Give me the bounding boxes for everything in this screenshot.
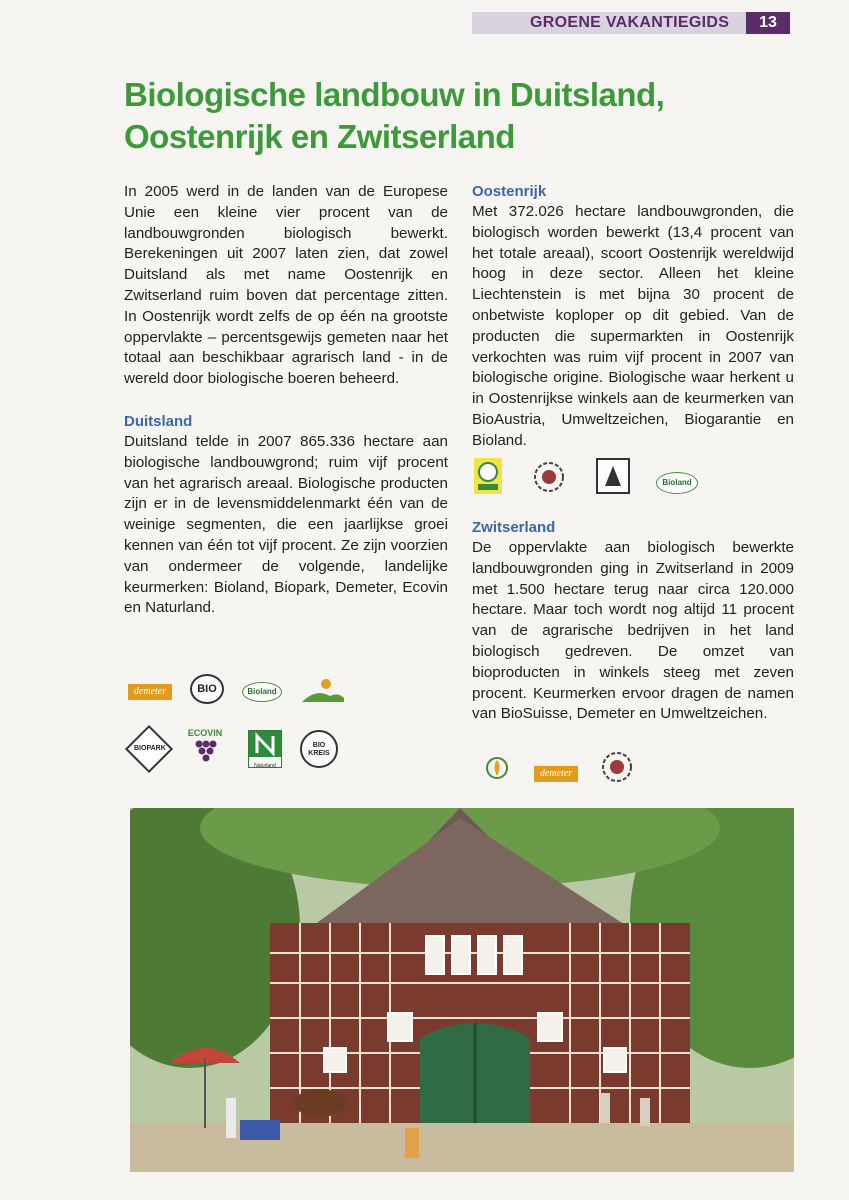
- bioland-logo-at: Bioland: [656, 472, 698, 494]
- bioland-logo: Bioland: [242, 682, 282, 702]
- bio-eu-logo: BIO: [190, 674, 224, 704]
- zwitserland-paragraph: De oppervlakte aan biologisch bewerkte landbouwgronden ging in Zwitserland in 2009 met 1.500 hectare terug naar circa 120.000 hectare. Maar toch wordt nog altijd 11 procent van de agrarische bedrijven in het land biologisch gedreven. De omzet van bioproducten in winkels steeg met zeven procent. Keurmerken ervoor dragen de namen van BioSuisse, Demeter en Umweltzeichen.: [472, 539, 794, 723]
- farmhouse-illustration: [130, 808, 794, 1172]
- umweltzeichen-icon-ch: [600, 750, 634, 784]
- biokreis-logo: BIO KREIS: [300, 730, 338, 768]
- duitsland-paragraph: Duitsland telde in 2007 865.336 hectare aan biologische landbouwgrond; ruim vijf procent van het agrarisch areaal. Biologische producten zijn er in de levensmiddelenmarkt één van de weinige segmenten, die een jaarlijkse groei kennen van één tot vijf procent. Ze zijn voorzien van ondermeer de volgende, landelijke keurmerken: Bioland, Biopark, Demeter, Ecovin en Naturland.: [124, 432, 448, 617]
- right-column-top: [472, 182, 794, 452]
- heading-oostenrijk: Oostenrijk: [472, 183, 547, 200]
- oostenrijk-logos: [472, 456, 794, 498]
- article-title: Biologische landbouw in Duitsland, Oostenrijk en Zwitserland: [124, 76, 665, 155]
- running-header: [472, 12, 790, 34]
- naturland-n-icon: [249, 731, 281, 757]
- biogarantie-icon: [596, 458, 630, 494]
- left-column: [124, 182, 448, 619]
- hill-landscape-icon: [300, 676, 346, 704]
- oostenrijk-paragraph: Met 372.026 hectare landbouwgronden, die biologisch worden bewerkt (13,4 procent van het totale areaal), scoort Oostenrijk wereldwijd hoog in deze sector. Alleen het kleine Liechtenstein is met bijna 30 procent de onbetwiste koploper op dit gebied. Van de producten die supermarkten in Oostenrijk verkochten was ruim vijf procent in 2007 van biologische origine. Biologische waar herkent u in Oostenrijkse winkels aan de keurmerken van BioAustria, Umweltzeichen, Biogarantie en Bioland.: [472, 203, 794, 449]
- heading-duitsland: Duitsland: [124, 412, 193, 430]
- demeter-logo: demeter: [128, 684, 172, 700]
- grapes-icon: [182, 738, 228, 764]
- right-column-bottom: [472, 518, 794, 725]
- zwitserland-logos: [472, 748, 794, 788]
- umweltzeichen-icon: [532, 460, 566, 494]
- bio-suisse-icon: [482, 750, 512, 784]
- bio-austria-icon: [474, 458, 502, 494]
- biopark-logo: BIOPARK: [125, 725, 173, 773]
- heading-zwitserland: Zwitserland: [472, 519, 556, 536]
- farmhouse-photo: [130, 808, 794, 1172]
- ecovin-logo: ECOVIN: [182, 728, 228, 768]
- demeter-logo-ch: demeter: [534, 766, 578, 782]
- intro-paragraph: In 2005 werd in de landen van de Europese Unie een kleine vier procent van de landbouwgronden biologisch bewerkt. Berekeningen uit 2007 laten zien, dat zowel Duitsland als met name Oostenrijk en Zwitserland ruim boven dat percentage zitten. In Oostenrijk wordt zelfs de op één na grootste oppervlakte – percentsgewijs gemeten naar het totaal aan beschikbaar agrarisch land - in de wereld door biologische boeren beheerd.: [124, 183, 448, 388]
- duitsland-logos-row2: [124, 726, 454, 774]
- page-number: 13: [746, 12, 790, 34]
- naturland-logo: Naturland: [248, 730, 282, 768]
- duitsland-logos-row1: [124, 672, 454, 712]
- publication-title: GROENE VAKANTIEGIDS: [530, 14, 730, 31]
